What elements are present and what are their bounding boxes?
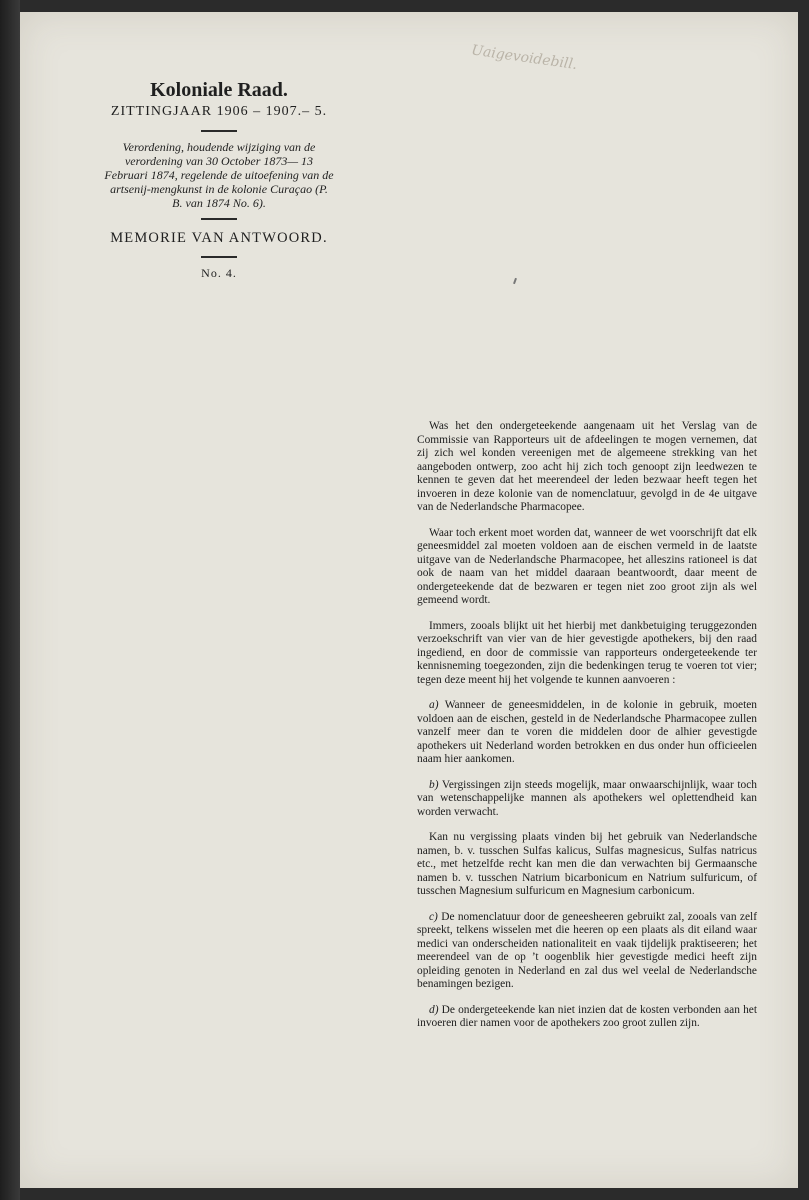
- paragraph-point-c: c) De nomenclatuur door de geneesheeren gebruikt zal, zooals van zelf spreekt, telkens wisselen met die heeren op een plaats als dit eiland waar medici van onderscheiden nationaliteit en vaak tijdelijk praktiseeren; het meerendeel van de op ’t oogenblik hier gevestigde medici heeft zijn opleiding genoten in Nederland en zal dus wel veelal de Nederlandsche benamingen bezigen.: [417, 910, 757, 990]
- paragraph: Kan nu vergissing plaats vinden bij het gebruik van Nederlandsche namen, b. v. tusschen Sulfas kalicus, Sulfas magnesicus, Sulfas natricus etc., met hetzelfde recht kan men die dan verwachten bij Germaansche namen b. v. tusschen Natrium bicarbonicum en Natrium sulfuricum, of tusschen Magnesium sulfuricum en Magnesium carbonicum.: [417, 831, 757, 897]
- paragraph-point-d: d) De ondergeteekende kan niet inzien dat de kosten verbonden aan het invoeren dier namen voor de apothekers zoo groot zullen zijn.: [417, 1003, 757, 1029]
- ordinance-subject: Verordening, houdende wijziging van de verordening van 30 October 1873— 13 Februari 1874, regelende de uitoefening van de artsenij-mengkunst in de kolonie Curaçao (P. B. van 1874 No. 6).: [104, 140, 334, 210]
- memorandum-body: [417, 420, 757, 1043]
- session-year: ZITTINGJAAR 1906 – 1907.– 5.: [110, 104, 328, 119]
- council-title: Koloniale Raad.: [150, 79, 288, 101]
- divider: [201, 256, 237, 258]
- paragraph-point-a: a) Wanneer de geneesmiddelen, in de kolonie in gebruik, moeten voldoen aan de eischen, gesteld in de Nederlandsche Pharmacopee zullen vanzelf meer dan te voren die middelen door de alhier gevestigde apothekers uit Nederland worden betrokken en dus onder hun officieelen naam hier aankomen.: [417, 699, 757, 765]
- document-header: [80, 78, 358, 281]
- paragraph: Was het den ondergeteekende aangenaam uit het Verslag van de Commissie van Rapporteurs uit de afdeelingen te mogen vernemen, dat zij zich wel konden vereenigen met de algemeene strekking van het aangeboden ontwerp, zoo acht hij zich toch genoopt zijn leedwezen te kennen te geven dat het meerendeel der leden bezwaar heeft tegen het invoeren in deze kolonie van de nomenclatuur, gevolgd in de 4e uitgave van de Nederlandsche Pharmacopee.: [417, 420, 757, 513]
- scan-background-edge: [0, 0, 20, 1200]
- divider: [201, 130, 237, 132]
- paragraph: Waar toch erkent moet worden dat, wanneer de wet voorschrijft dat elk geneesmiddel zal moeten voldoen aan de eischen vermeld in de laatste uitgave van de Nederlandsche Pharmacopee, het alleszins rationeel is dat ook de naam van het middel daaraan beantwoordt, daar meent de ondergeteekende dat de bezwaren er tegen niet zoo groot zijn als wel gemeend wordt.: [417, 526, 757, 606]
- paragraph-point-b: b) Vergissingen zijn steeds mogelijk, maar onwaarschijnlijk, waar toch van wetenschappelijke mannen als apothekers wel oplettendheid kan worden verwacht.: [417, 778, 757, 818]
- handwritten-annotation: Uaigevoidebill.: [470, 42, 579, 74]
- document-type-title: MEMORIE VAN ANTWOORD.: [110, 230, 328, 246]
- divider: [201, 218, 237, 220]
- document-number: No. 4.: [201, 266, 237, 280]
- paragraph: Immers, zooals blijkt uit het hierbij met dankbetuiging teruggezonden verzoekschrift van vier van de hier gevestigde apothekers, bij den raad ingediend, en door de commissie van rapporteurs ondergeteekende ter kennisneming toegezonden, zijn die bedenkingen terug te voeren tot vier; tegen deze meent hij het volgende te kunnen aanvoeren :: [417, 619, 757, 686]
